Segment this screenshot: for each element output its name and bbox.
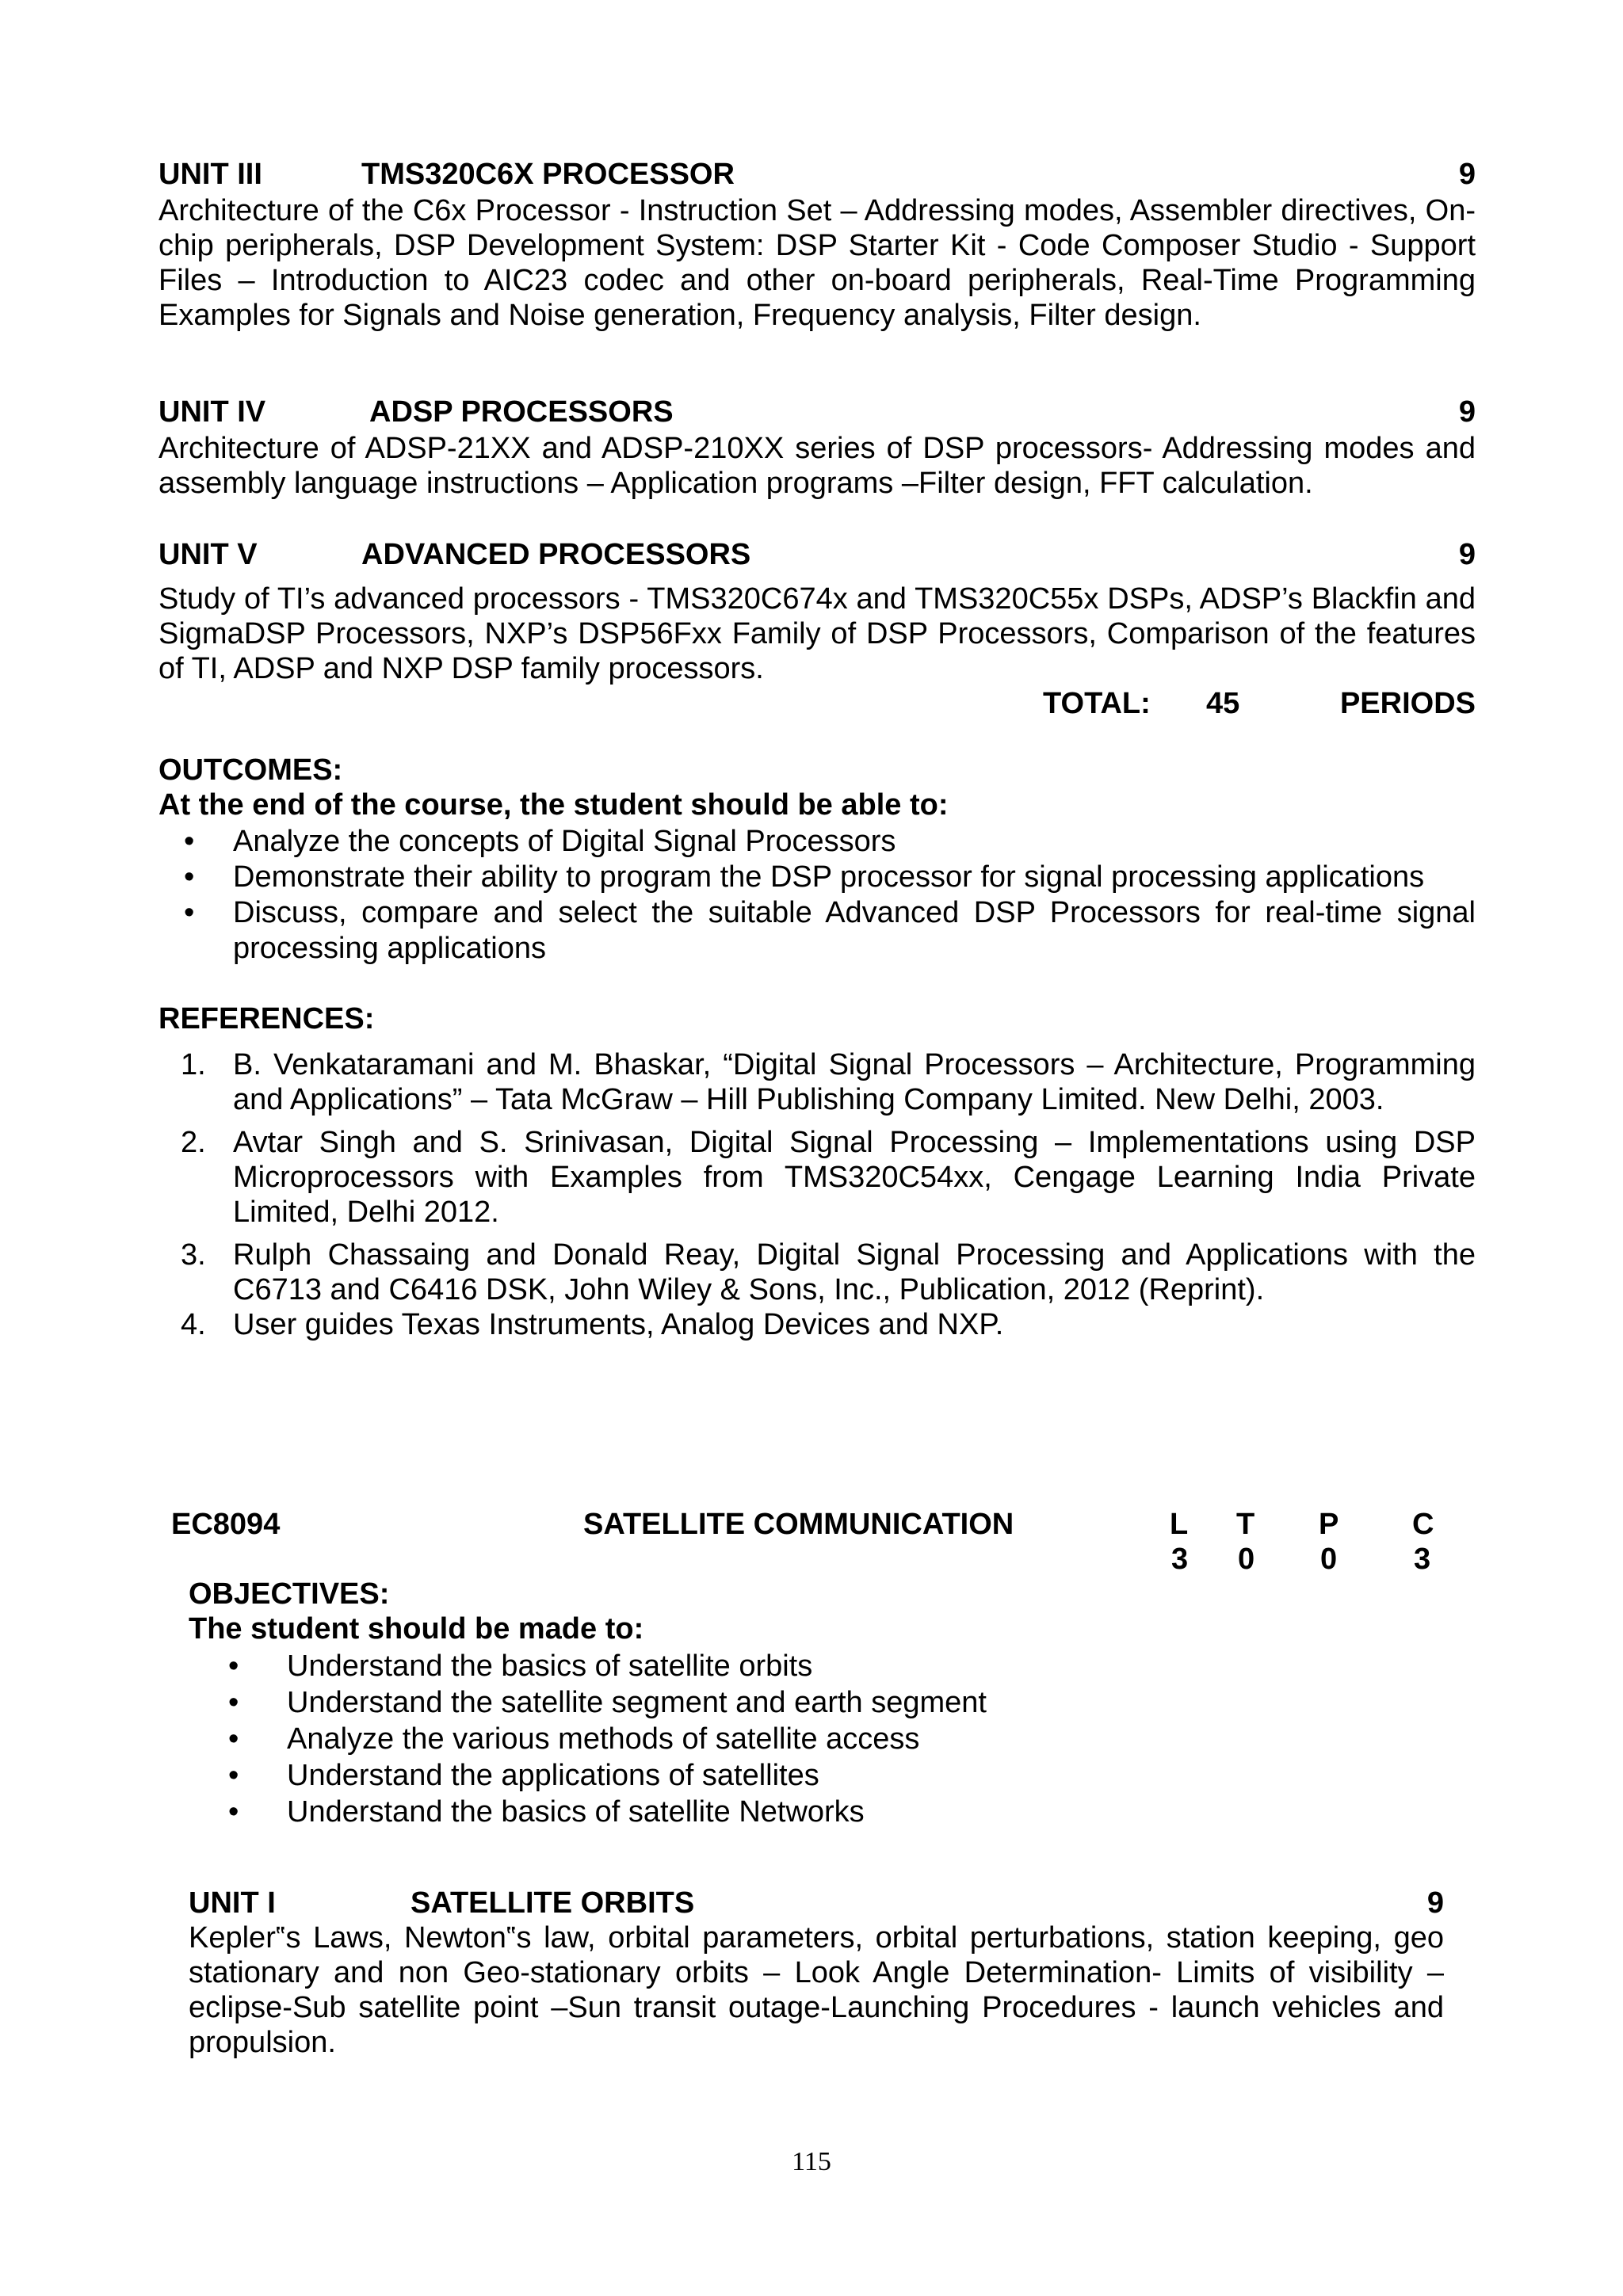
list-item [189,1757,1457,1794]
bullet-icon: • [184,825,195,858]
objective-text: Understand the basics of satellite orbits [287,1650,813,1683]
list-item [158,1307,1476,1342]
reference-text: B. Venkataramani and M. Bhaskar, “Digital Signal Processors – Architecture, Programming and Applications” – Tata McGraw – Hill Publishing Company Limited. New Delhi, 2003. [233,1048,1476,1116]
reference-number: 1. [181,1048,206,1081]
ltpc-value-c: 3 [1414,1543,1431,1576]
reference-number: 3. [181,1238,206,1272]
list-item [158,1125,1476,1230]
bullet-icon: • [228,1722,239,1756]
unit-3-title: TMS320C6X PROCESSOR [361,158,735,191]
references-heading: REFERENCES: [158,1002,375,1035]
list-item [189,1684,1457,1721]
sat-unit-1-description: Kepler‟s Laws, Newton‟s law, orbital parameters, orbital perturbations, station keeping, geo stationary and non Geo-stationary orbits – Look Angle Determination- Limits of visibility – eclipse-Sub satellite point –Sun transit outage-Launching Procedures - launch vehicles and propulsion. [189,1921,1444,2059]
bullet-icon: • [184,896,195,929]
unit-4-hours: 9 [1458,395,1476,429]
ltpc-header-t: T [1236,1508,1255,1541]
list-item [158,1047,1476,1117]
ltpc-value-t: 0 [1238,1543,1255,1576]
list-item [158,860,1476,895]
unit-4-description: Architecture of ADSP-21XX and ADSP-210XX series of DSP processors- Addressing modes and assembly language instructions – Application programs –Filter design, FFT calculation. [158,432,1476,500]
sat-unit-1-heading [189,1886,1444,1920]
unit-4-heading [158,395,1476,429]
ltpc-value-l: 3 [1171,1543,1189,1576]
sat-unit-1-title: SATELLITE ORBITS [411,1886,695,1920]
page-number: 115 [792,2147,831,2176]
ltpc-header-l: L [1170,1508,1189,1541]
sat-unit-1-hours: 9 [1426,1886,1444,1920]
unit-4-label: UNIT IV [158,395,266,429]
total-value: 45 [1206,687,1240,720]
reference-text: User guides Texas Instruments, Analog Devices and NXP. [233,1308,1004,1341]
unit-5-description: Study of TI’s advanced processors - TMS320C674x and TMS320C55x DSPs, ADSP’s Blackfin and SigmaDSP Processors, NXP’s DSP56Fxx Family of DSP Processors, Comparison of the features of TI, ADSP and NXP DSP family processors. [158,582,1476,685]
bullet-icon: • [228,1686,239,1719]
reference-number: 2. [181,1126,206,1159]
ltpc-value-p: 0 [1320,1543,1338,1576]
objective-text: Understand the applications of satellites [287,1759,819,1792]
unit-3-description: Architecture of the C6x Processor - Instruction Set – Addressing modes, Assembler directives, On-chip peripherals, DSP Development System: DSP Starter Kit - Code Composer Studio - Support Files – Introduction to AIC23 codec and other on-board peripherals, Real-Time Programming Examples for Signals and Noise generation, Frequency analysis, Filter design. [158,194,1476,332]
list-item [158,1238,1476,1307]
unit-5-label: UNIT V [158,538,258,571]
total-periods [1030,686,1476,721]
outcomes-intro: At the end of the course, the student should be able to: [158,788,949,822]
unit-3-label: UNIT III [158,158,262,191]
reference-text: Rulph Chassaing and Donald Reay, Digital Signal Processing and Applications with the C6713 and C6416 DSK, John Wiley & Sons, Inc., Publication, 2012 (Reprint). [233,1238,1476,1306]
bullet-icon: • [228,1650,239,1683]
reference-number: 4. [181,1308,206,1341]
bullet-icon: • [228,1795,239,1829]
unit-5-title: ADVANCED PROCESSORS [361,538,751,571]
list-item [158,895,1476,967]
list-item [158,824,1476,860]
bullet-icon: • [184,860,195,894]
unit-5-heading [158,537,1476,572]
list-item [189,1721,1457,1757]
unit-3-hours: 9 [1458,158,1476,191]
course-title: SATELLITE COMMUNICATION [583,1508,1014,1541]
course-code: EC8094 [171,1508,281,1541]
outcomes-list [158,824,1476,967]
course-header [171,1507,1455,1577]
objective-text: Understand the satellite segment and earth segment [287,1686,987,1719]
objective-text: Understand the basics of satellite Networks [287,1795,865,1829]
objectives-heading: OBJECTIVES: [189,1577,390,1611]
references-list [158,1047,1476,1350]
unit-5-hours: 9 [1458,538,1476,571]
list-item [189,1794,1457,1830]
list-item [189,1648,1457,1684]
total-unit: PERIODS [1339,687,1476,720]
reference-text: Avtar Singh and S. Srinivasan, Digital Signal Processing – Implementations using DSP Microprocessors with Examples from TMS320C54xx, Cengage Learning India Private Limited, Delhi 2012. [233,1126,1476,1229]
total-label: TOTAL: [1043,687,1151,720]
outcome-text: Demonstrate their ability to program the DSP processor for signal processing applications [233,860,1425,894]
unit-3-heading [158,157,1476,192]
objectives-intro: The student should be made to: [189,1612,644,1646]
unit-4-title: ADSP PROCESSORS [369,395,674,429]
sat-unit-1-label: UNIT I [189,1886,276,1920]
objective-text: Analyze the various methods of satellite access [287,1722,920,1756]
objectives-list [189,1648,1457,1830]
outcomes-heading: OUTCOMES: [158,753,343,787]
outcome-text: Discuss, compare and select the suitable Advanced DSP Processors for real-time signal processing applications [233,896,1476,965]
ltpc-header-c: C [1412,1508,1434,1541]
ltpc-header-p: P [1319,1508,1339,1541]
outcome-text: Analyze the concepts of Digital Signal Processors [233,825,896,858]
bullet-icon: • [228,1759,239,1792]
